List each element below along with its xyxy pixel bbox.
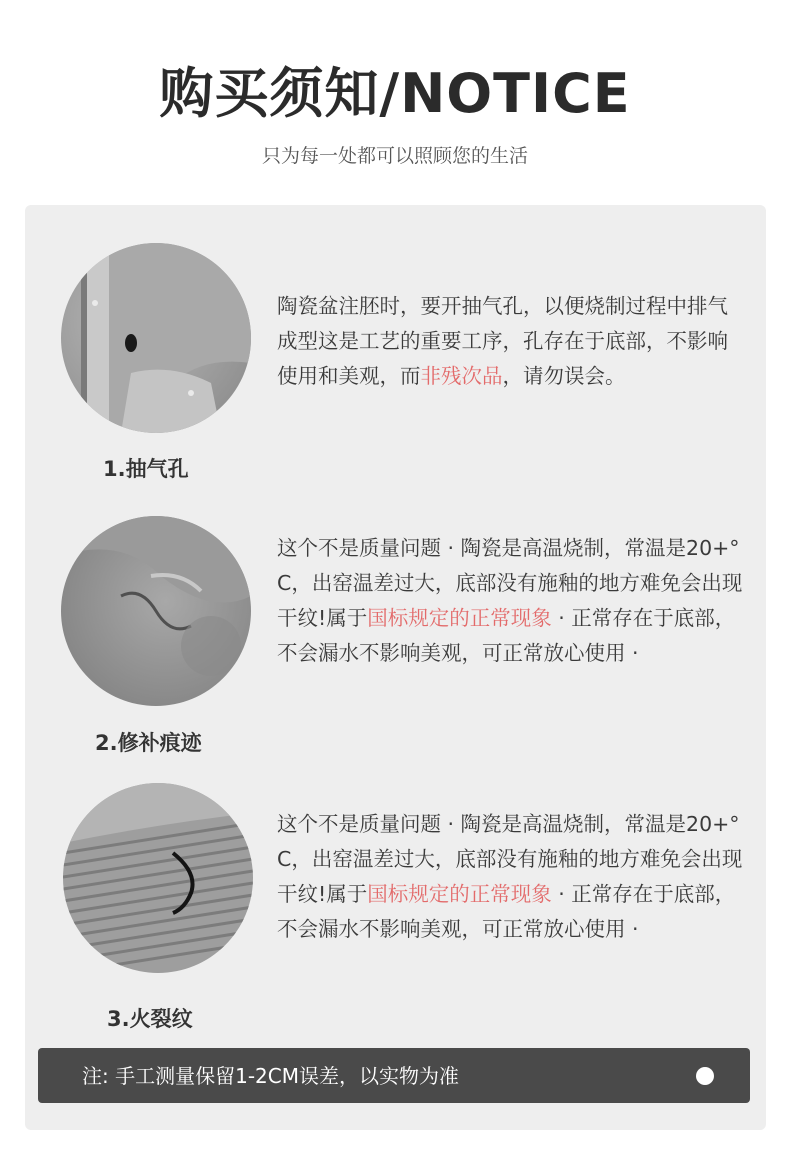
note-text: 注: 手工测量保留1-2CM误差，以实物为准 (82, 1064, 459, 1088)
air-hole-photo (61, 243, 251, 433)
repair-mark-photo (61, 516, 251, 706)
item-2-description: 这个不是质量问题 · 陶瓷是高温烧制，常温是20+° C，出窑温差过大，底部没有施釉的地方难免会出现干纹!属于国标规定的正常现象 · 正常存在于底部，不会漏水不影响美观，可正常放心使用 · (277, 536, 743, 665)
item-1-label: 1.抽气孔 (103, 457, 189, 481)
page-subtitle: 只为每一处都可以照顾您的生活 (261, 145, 528, 167)
note-bar (38, 1048, 750, 1103)
item-2-label: 2.修补痕迹 (95, 731, 202, 755)
item-1-highlight: 非残次品 (420, 364, 503, 388)
item-3-label: 3.火裂纹 (107, 1007, 193, 1031)
item-2-highlight: 国标规定的正常现象 (367, 606, 552, 630)
item-3-highlight: 国标规定的正常现象 (367, 882, 552, 906)
notice-panel (25, 205, 766, 1130)
fire-crack-photo (63, 783, 253, 973)
item-1-description: 陶瓷盆注胚时，要开抽气孔，以便烧制过程中排气成型这是工艺的重要工序，孔存在于底部，不影响使用和美观，而非残次品，请勿误会。 (277, 294, 728, 388)
item-3-description: 这个不是质量问题 · 陶瓷是高温烧制，常温是20+° C，出窑温差过大，底部没有施釉的地方难免会出现干纹!属于国标规定的正常现象 · 正常存在于底部，不会漏水不影响美观，可正常放心使用 · (277, 812, 743, 941)
dot-icon (696, 1067, 714, 1085)
page-title: 购买须知/NOTICE (159, 62, 631, 125)
